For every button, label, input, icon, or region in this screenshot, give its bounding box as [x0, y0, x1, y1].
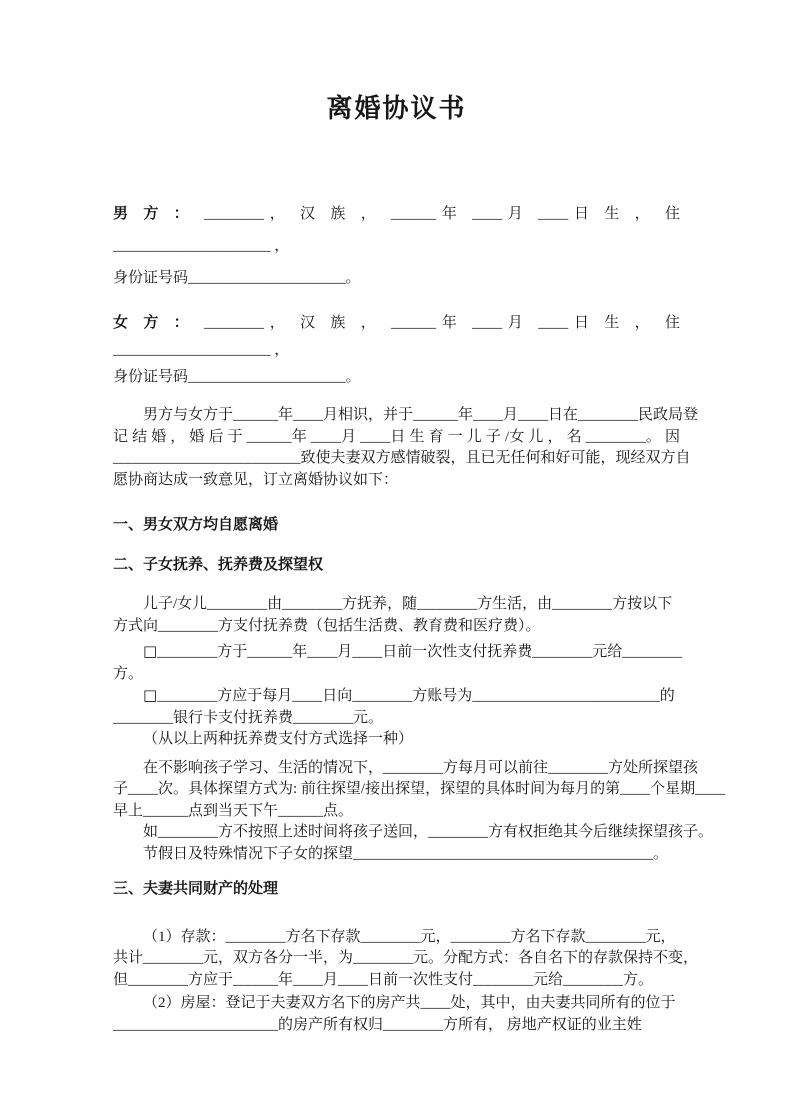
male-party-info: ________， 汉 族 ， ______年 ____月 ____日 生 ， 住 — [194, 206, 680, 222]
checkbox-icon[interactable]: □ — [143, 686, 158, 704]
house-paragraph — [113, 993, 680, 1036]
custody-paragraph — [113, 594, 680, 637]
return-rule-line: 如________方不按照上述时间将孩子送回，________方有权拒绝其今后继续探望孩子。 — [143, 824, 714, 840]
option-note: （从以上两种抚养费支付方式选择一种） — [143, 731, 414, 747]
intro-line: _________________________致使夫妻双方感情破裂，且已无任何和好可能，现经双方自 — [113, 450, 691, 466]
female-party-info: ________， 汉 族 ， ______年 ____月 ____日 生 ， 住 — [194, 315, 680, 331]
holiday-visitation-line: 节假日及特殊情况下子女的探望________________________________________。 — [143, 845, 669, 862]
house-line: ______________________的房产所有权归________方所有， 房地产权证的业主姓 — [113, 1016, 642, 1033]
male-party-label: 男 方 ： — [113, 206, 195, 222]
female-party-line — [113, 310, 680, 337]
female-address-line: _____________________ ， — [113, 342, 290, 358]
visitation-line: 子____次。具体探望方式为: 前往探望/接出探望，探望的具体时间为每月的第____个星期____ — [113, 781, 726, 797]
male-id-line: 身份证号码_____________________。 — [113, 270, 361, 286]
intro-paragraph — [113, 405, 699, 491]
deposit-paragraph — [113, 927, 699, 992]
deposit-line: 但________方应于______年____月____日前一次性支付________元给________方。 — [113, 971, 654, 988]
support-option-lump-sum — [113, 641, 683, 685]
male-address-line: _____________________ ， — [113, 238, 290, 254]
intro-line: 记 结 婚 ， 婚 后 于 ______年 ____月 ____日 生 育 一 儿 子 /女 儿 ， 名 ________。 因 — [113, 428, 680, 445]
option2-text: ________方应于每月____日向________方账号为_________________________的 — [157, 688, 675, 704]
visitation-line: 早上______点到当天下午______点。 — [113, 802, 354, 819]
option2-line: ________银行卡支付抚养费________元。 — [113, 709, 384, 726]
visitation-line: 在不影响孩子学习、生活的情况下，________方每月可以前往________方处所探望孩 — [143, 759, 699, 776]
female-id-line: 身份证号码_____________________。 — [113, 369, 361, 385]
checkbox-icon[interactable]: □ — [143, 642, 158, 660]
custody-line: 儿子/女儿________由________方抚养，随________方生活，由________方按以下 — [143, 596, 673, 612]
option2-line — [113, 685, 680, 708]
deposit-line: 共计________元，双方各分一半，为________元。分配方式：各自名下的存款保持不变， — [113, 950, 699, 966]
female-party-label: 女 方 ： — [113, 315, 195, 331]
male-party-line — [113, 198, 680, 230]
section-heading-2: 二、子女抚养、抚养费及探望权 — [113, 556, 324, 573]
option1-text: ________方于______年____月____日前一次性支付抚养费________元给________ — [157, 644, 683, 660]
section-heading-1: 一、男女双方均自愿离婚 — [113, 517, 279, 533]
option1-line — [113, 641, 683, 664]
support-option-monthly — [113, 685, 680, 729]
intro-line: 男方与女方于______年____月相识，并于______年____月____日在________民政局登 — [143, 407, 699, 423]
deposit-line: （1）存款：________方名下存款________元，________方名下存款________元， — [143, 928, 676, 945]
document-title: 离婚协议书 — [326, 94, 467, 123]
custody-line: 方式向________方支付抚养费（包括生活费、教育费和医疗费）。 — [113, 617, 541, 634]
section-heading-3: 三、夫妻共同财产的处理 — [113, 881, 279, 897]
intro-line: 愿协商达成一致意见，订立离婚协议如下： — [113, 471, 399, 488]
visitation-paragraph — [113, 758, 726, 823]
female-party-block — [113, 310, 680, 391]
male-party-block — [113, 198, 680, 294]
option1-line: 方。 — [113, 665, 144, 682]
house-line: （2）房屋：登记于夫妻双方名下的房产共____处，其中，由夫妻共同所有的位于 — [143, 995, 676, 1011]
